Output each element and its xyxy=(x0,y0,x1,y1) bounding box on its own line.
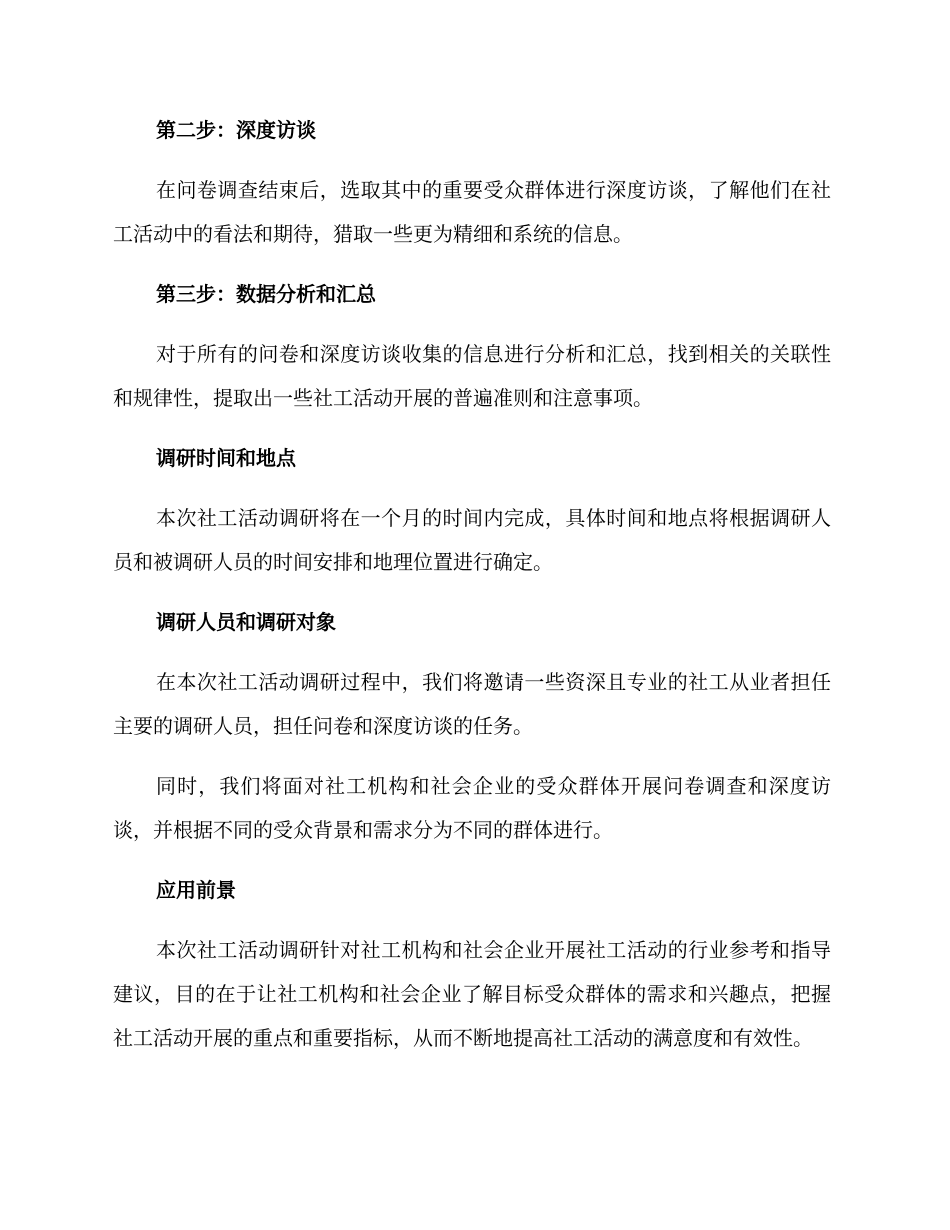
heading-time-place: 调研时间和地点 xyxy=(156,446,296,470)
para-staff: 在本次社工活动调研过程中，我们将邀请一些资深且专业的社工从业者担任主要的调研人员，担任问卷和深度访谈的任务。 xyxy=(113,670,831,738)
document-body xyxy=(113,108,831,1076)
para-step-three: 对于所有的问卷和深度访谈收集的信息进行分析和汇总，找到相关的关联性和规律性，提取出一些社工活动开展的普遍准则和注意事项。 xyxy=(113,342,831,410)
heading-step-two: 第二步：深度访谈 xyxy=(156,118,316,142)
heading-step-three: 第三步：数据分析和汇总 xyxy=(156,282,376,306)
heading-staff-targets: 调研人员和调研对象 xyxy=(156,610,336,634)
para-targets: 同时，我们将面对社工机构和社会企业的受众群体开展问卷调查和深度访谈，并根据不同的受众背景和需求分为不同的群体进行。 xyxy=(113,774,831,842)
heading-prospects: 应用前景 xyxy=(156,878,236,902)
para-prospects: 本次社工活动调研针对社工机构和社会企业开展社工活动的行业参考和指导建议，目的在于让社工机构和社会企业了解目标受众群体的需求和兴趣点，把握社工活动开展的重点和重要指标，从而不断地提高社工活动的满意度和有效性。 xyxy=(113,938,831,1050)
para-step-two: 在问卷调查结束后，选取其中的重要受众群体进行深度访谈，了解他们在社工活动中的看法和期待，猎取一些更为精细和系统的信息。 xyxy=(113,178,831,246)
para-time-place: 本次社工活动调研将在一个月的时间内完成，具体时间和地点将根据调研人员和被调研人员的时间安排和地理位置进行确定。 xyxy=(113,506,831,574)
